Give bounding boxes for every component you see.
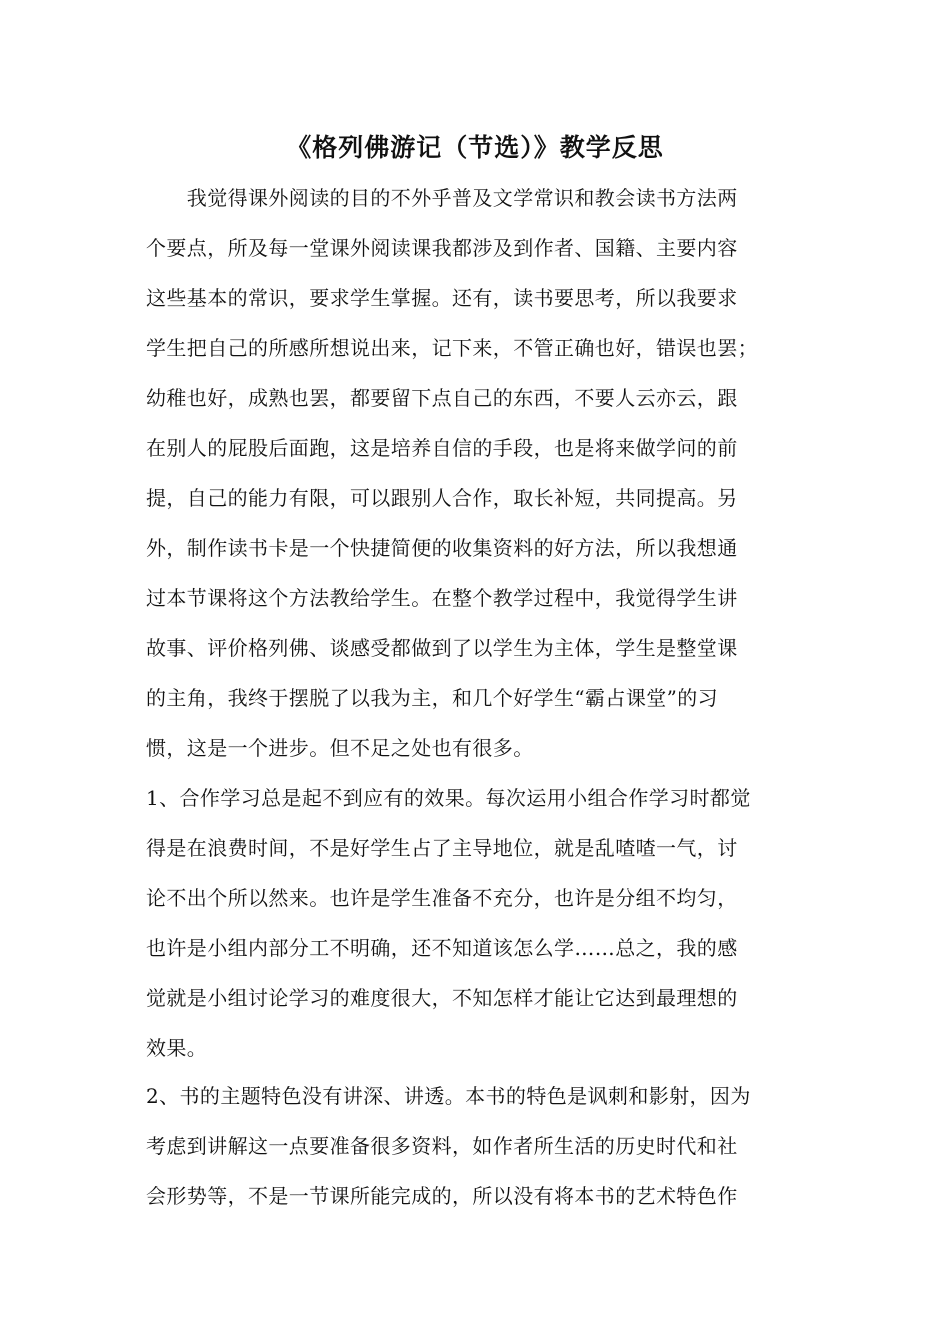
text-line: 得是在浪费时间，不是好学生占了主导地位，就是乱喳喳一气，讨 [146,836,738,860]
text-line: 也许是小组内部分工不明确，还不知道该怎么学……总之，我的感 [146,936,738,960]
text-line: 故事、评价格列佛、谈感受都做到了以学生为主体，学生是整堂课 [146,636,738,660]
text-line: 在别人的屁股后面跑，这是培养自信的手段，也是将来做学问的前 [146,436,738,460]
text-line: 这些基本的常识，要求学生掌握。还有，读书要思考，所以我要求 [146,286,738,310]
text-line: 2、书的主题特色没有讲深、讲透。本书的特色是讽刺和影射，因为 [146,1084,751,1108]
document-title: 《格列佛游记（节选）》教学反思 [286,133,664,162]
text-line: 学生把自己的所感所想说出来，记下来，不管正确也好，错误也罢； [146,336,758,360]
text-line: 我觉得课外阅读的目的不外乎普及文学常识和教会读书方法两 [146,186,738,210]
text-line: 过本节课将这个方法教给学生。在整个教学过程中，我觉得学生讲 [146,586,738,610]
text-line: 的主角，我终于摆脱了以我为主，和几个好学生“霸占课堂”的习 [146,686,719,710]
text-line: 惯，这是一个进步。但不足之处也有很多。 [146,736,534,760]
text-line: 1、合作学习总是起不到应有的效果。每次运用小组合作学习时都觉 [146,786,751,810]
text-line: 觉就是小组讨论学习的难度很大，不知怎样才能让它达到最理想的 [146,986,738,1010]
text-line: 考虑到讲解这一点要准备很多资料，如作者所生活的历史时代和社 [146,1134,738,1158]
text-line: 个要点，所及每一堂课外阅读课我都涉及到作者、国籍、主要内容 [146,236,738,260]
text-line: 会形势等，不是一节课所能完成的，所以没有将本书的艺术特色作 [146,1184,738,1208]
text-line: 论不出个所以然来。也许是学生准备不充分，也许是分组不均匀， [146,886,738,910]
text-line: 效果。 [146,1036,208,1060]
text-line: 提，自己的能力有限，可以跟别人合作，取长补短，共同提高。另 [146,486,738,510]
text-line: 外，制作读书卡是一个快捷简便的收集资料的好方法，所以我想通 [146,536,738,560]
text-line: 幼稚也好，成熟也罢，都要留下点自己的东西，不要人云亦云，跟 [146,386,738,410]
